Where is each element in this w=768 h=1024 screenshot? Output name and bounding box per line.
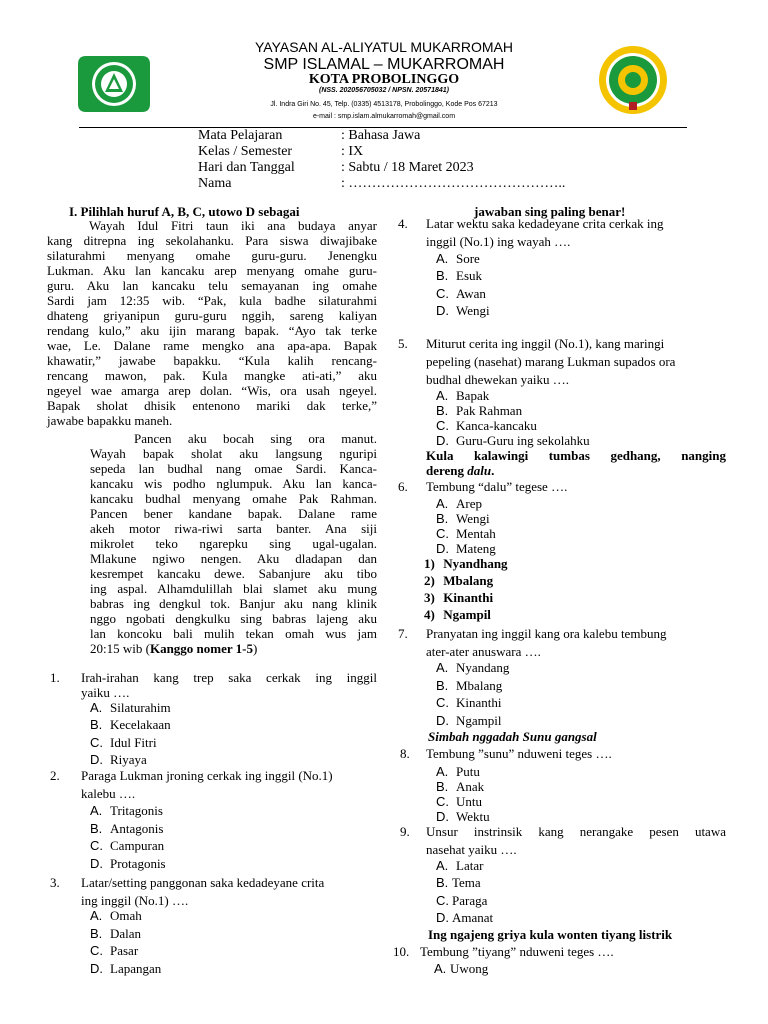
question-8-option-d[interactable]: D. Wektu: [436, 809, 490, 824]
question-3-option-a[interactable]: A. Omah: [90, 908, 142, 923]
school-logo-right: [597, 44, 669, 116]
question-2-option-b[interactable]: B. Antagonis: [90, 821, 164, 836]
question-10-text: Tembung ”tiyang” nduweni teges ….: [420, 944, 614, 959]
question-6-option-a[interactable]: A. Arep: [436, 496, 482, 511]
reading-line: jawabe bapakku maneh.: [47, 413, 173, 428]
question-10-option-a[interactable]: A. Uwong: [434, 961, 489, 976]
reading-note: Kanggo nomer 1-5: [149, 641, 253, 656]
question-2-option-d[interactable]: D. Protagonis: [90, 856, 166, 871]
reading-line: wae, Le. Dalane rame mengko ana apa-apa. Bapak: [47, 338, 377, 353]
question-4-option-a[interactable]: A. Sore: [436, 251, 480, 266]
reading-line: ngeyel wae amarga arep dolan. “Wis, ora usah ngeyel.: [47, 383, 377, 398]
question-7-option-d[interactable]: D. Ngampil: [436, 713, 502, 728]
question-7-number: 7.: [398, 626, 408, 641]
reading-line: guru. Aku lan kancaku telu semayanan ing omahe: [47, 278, 377, 293]
instruction-part2: jawaban sing paling benar!: [474, 204, 626, 219]
reading-line: Mlakune ngiwo nengen. Aku dladapan dan: [90, 551, 377, 566]
question-8-option-c[interactable]: C. Untu: [436, 794, 482, 809]
question-1-option-a[interactable]: A. Silaturahim: [90, 700, 171, 715]
question-2-option-c[interactable]: C. Campuran: [90, 838, 165, 853]
question-1-number: 1.: [50, 670, 60, 685]
question-7-option-a[interactable]: A. Nyandang: [436, 660, 510, 675]
question-5-option-a[interactable]: A. Bapak: [436, 388, 490, 403]
question-7-option-c[interactable]: C. Kinanthi: [436, 695, 502, 710]
question-8-option-a[interactable]: A. Putu: [436, 764, 480, 779]
reading-line: ing aspal. Alhamdulillah blai slamet aku mung: [90, 581, 377, 596]
question-6-option-b[interactable]: B. Wengi: [436, 511, 490, 526]
city-name: KOTA PROBOLINGGO: [308, 72, 460, 87]
question-2-option-a[interactable]: A. Tritagonis: [90, 803, 163, 818]
question-8-option-b[interactable]: B. Anak: [436, 779, 485, 794]
question-9-option-c[interactable]: C. Paraga: [436, 893, 488, 908]
reading-line: Pancen aku bocah sing ora manut.: [134, 431, 377, 446]
info-subject: Mata Pelajaran : Bahasa Jawa: [198, 128, 421, 143]
reading-line: Pancen bener kandane bapak. Dalane rame: [90, 506, 377, 521]
reading-line: rencang mawon, pak. Kula mangke ati-ati,” aku: [47, 368, 377, 383]
question-8-text: Tembung ”sunu” nduweni teges ….: [426, 746, 612, 761]
question-9-text: Unsur instrinsik kang nerangake pesen utawa nasehat yaiku ….: [426, 824, 726, 857]
reading-line: Sardi jam 12:35 wib. “Pak, kula badhe silaturahmi: [47, 293, 377, 308]
reading-line: Wayah bapak sholat aku langsung nguripi: [90, 446, 377, 461]
question-7-text: Pranyatan ing inggil kang ora kalebu tembung ater-ater anuswara ….: [426, 626, 667, 659]
reading-line: mikrolet teko ngarepku sing ugal-ugalan.: [90, 536, 377, 551]
statement-10: Ing ngajeng griya kula wonten tiyang listrik: [428, 927, 673, 942]
school-name: SMP ISLAMAL – MUKARROMAH: [263, 56, 505, 73]
question-5-option-c[interactable]: C. Kanca-kancaku: [436, 418, 537, 433]
reading-line: sepeda lan budhal nang omae Sardi. Kanca-: [90, 461, 377, 476]
reading-line: kancaku wis podho nglumpuk. Aku lan kanca-: [90, 476, 377, 491]
question-5-number: 5.: [398, 336, 408, 351]
reading-line: kesrempet kancaku dewe. Sabanjure aku tibo: [90, 566, 377, 581]
question-2-number: 2.: [50, 768, 60, 783]
reading-line: rendang kulo,” aku ijin marang bapak. “Ayo tak terke: [47, 323, 377, 338]
reading-line: babras ing dengkul tok. Banjur aku nang klinik: [90, 596, 377, 611]
reading-line: kang ditrepna ing sekolahanku. Para siswa diwajibake: [47, 233, 377, 248]
question-5-option-d[interactable]: D. Guru-Guru ing sekolahku: [436, 433, 590, 448]
info-name: Nama : ………………………………………..: [198, 176, 566, 191]
reading-line: dhateng griyanipun guru-guru nggih, sareng kaliyan: [47, 308, 377, 323]
question-9-number: 9.: [400, 824, 410, 839]
question-3-text: Latar/setting panggonan saka kedadeyane crita ing inggil (No.1) ….: [81, 875, 325, 908]
question-7-option-b[interactable]: B. Mbalang: [436, 678, 503, 693]
question-6-number: 6.: [398, 479, 408, 494]
question-3-option-d[interactable]: D. Lapangan: [90, 961, 162, 976]
info-date: Hari dan Tanggal : Sabtu / 18 Maret 2023: [198, 160, 474, 175]
question-5-text: Miturut cerita ing inggil (No.1), kang maringi pepeling (nasehat) marang Lukman supados ora budhal dhewekan yaiku ….: [426, 336, 676, 387]
question-6-option-d[interactable]: D. Mateng: [436, 541, 496, 556]
question-8-number: 8.: [400, 746, 410, 761]
email-line: e-mail : smp.islam.almukarromah@gmail.com: [312, 113, 456, 120]
statement-8: Simbah nggadah Sunu gangsal: [428, 729, 597, 744]
school-logo-left: [76, 54, 152, 114]
question-1-text: Irah-irahan kang trep saka cerkak ing inggil yaiku ….: [81, 670, 377, 700]
info-class: Kelas / Semester : IX: [198, 144, 364, 159]
question-2-text: Paraga Lukman jroning cerkak ing inggil (No.1) kalebu ….: [81, 768, 333, 801]
question-5-option-b[interactable]: B. Pak Rahman: [436, 403, 523, 418]
nss-line: (NSS. 202056705032 / NPSN. 20571841): [319, 87, 449, 94]
question-3-number: 3.: [50, 875, 60, 890]
question-4-text: Latar wektu saka kedadeyane crita cerkak ing inggil (No.1) ing wayah ….: [426, 216, 664, 249]
question-6-text: Tembung “dalu” tegese ….: [426, 479, 568, 494]
word-list-item: 2) Mbalang: [424, 573, 494, 588]
reading-line: akeh motor riwa-riwi sarta banter. Ana siji: [90, 521, 377, 536]
statement-6: Kula kalawingi tumbas gedhang, nanging dereng dalu.: [426, 448, 726, 478]
word-list-item: 4) Ngampil: [424, 607, 491, 622]
question-4-option-d[interactable]: D. Wengi: [436, 303, 490, 318]
question-3-option-c[interactable]: C. Pasar: [90, 943, 139, 958]
foundation-name: YAYASAN AL-ALIYATUL MUKARROMAH: [254, 39, 514, 55]
instruction-part1: I. Pilihlah huruf A, B, C, utowo D sebagai: [69, 204, 300, 219]
question-9-option-a[interactable]: A. Latar: [436, 858, 484, 873]
word-list-item: 1) Nyandhang: [424, 556, 508, 571]
question-4-option-b[interactable]: B. Esuk: [436, 268, 482, 283]
question-1-option-c[interactable]: C. Idul Fitri: [90, 735, 157, 750]
question-1-option-d[interactable]: D. Riyaya: [90, 752, 147, 767]
reading-line: khawatir,” jawabe bapakku. “Kula kalih rencang-: [47, 353, 377, 368]
question-4-option-c[interactable]: C. Awan: [436, 286, 486, 301]
word-list-item: 3) Kinanthi: [424, 590, 494, 605]
question-3-option-b[interactable]: B. Dalan: [90, 926, 142, 941]
question-1-option-b[interactable]: B. Kecelakaan: [90, 717, 171, 732]
reading-line: Lukman. Aku lan kancaku arep menyang omahe guru-: [47, 263, 377, 278]
reading-line: silaturahmi menyang omahe guru-guru. Jenengku: [47, 248, 377, 263]
address-line: Jl. Indra Giri No. 45, Telp. (0335) 4513178, Probolinggo, Kode Pos 67213: [270, 101, 498, 108]
reading-paragraph-1: [47, 218, 377, 428]
reading-paragraph-2: [90, 431, 377, 656]
reading-line: nggo ngobati dengkulku sing babras lajeng aku: [90, 611, 377, 626]
question-4-number: 4.: [398, 216, 408, 231]
reading-line: Wayah Idul Fitri taun iki ana budaya anyar: [89, 218, 377, 233]
reading-line-last: 20:15 wib (Kanggo nomer 1-5): [90, 641, 258, 656]
question-9-option-d[interactable]: D. Amanat: [436, 910, 494, 925]
question-10-number: 10.: [393, 944, 410, 959]
question-6-option-c[interactable]: C. Mentah: [436, 526, 496, 541]
reading-line: Bapak sholat dhisik entenono mariki dak terke,”: [47, 398, 377, 413]
reading-line: lan koncoku bali mulih tekan omah wus jam: [90, 626, 377, 641]
question-9-option-b[interactable]: B. Tema: [436, 875, 481, 890]
reading-line: kancaku budhal menyang omahe Pak Rahman.: [90, 491, 377, 506]
